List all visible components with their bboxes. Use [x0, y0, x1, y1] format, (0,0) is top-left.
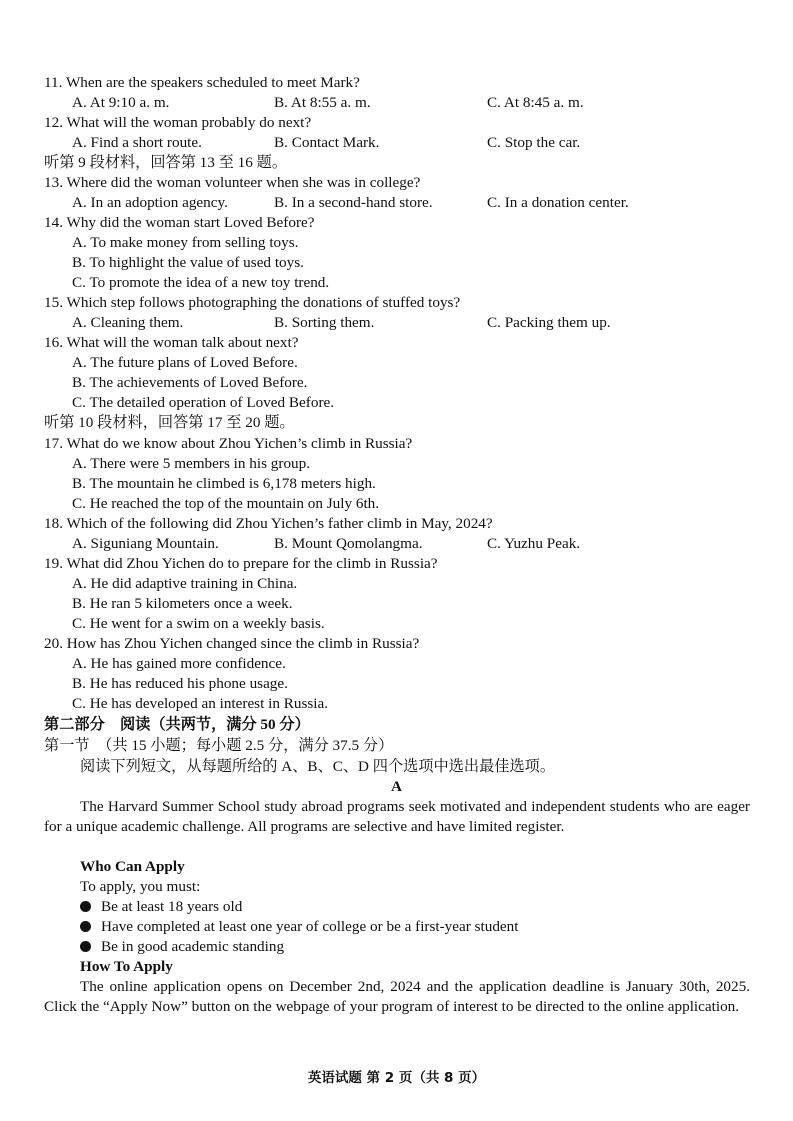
q12-option-c: C. Stop the car.	[487, 134, 581, 151]
question-17-stem: 17. What do we know about Zhou Yichen’s climb in Russia?	[44, 435, 413, 452]
how-to-apply-heading: How To Apply	[80, 958, 173, 975]
q19-option-c: C. He went for a swim on a weekly basis.	[72, 615, 325, 632]
q18-option-b: B. Mount Qomolangma.	[274, 535, 423, 552]
part2-section1: 第一节 （共 15 小题；每小题 2.5 分，满分 37.5 分）	[44, 737, 394, 754]
q13-option-b: B. In a second-hand store.	[274, 194, 433, 211]
question-12-stem: 12. What will the woman probably do next?	[44, 114, 312, 131]
q13-option-a: A. In an adoption agency.	[72, 194, 228, 211]
question-19-stem: 19. What did Zhou Yichen do to prepare for the climb in Russia?	[44, 555, 438, 572]
q15-option-c: C. Packing them up.	[487, 314, 611, 331]
q17-option-a: A. There were 5 members in his group.	[72, 455, 311, 472]
q12-option-b: B. Contact Mark.	[274, 134, 380, 151]
q20-option-c: C. He has developed an interest in Russia.	[72, 695, 329, 712]
q18-option-c: C. Yuzhu Peak.	[487, 535, 581, 552]
q17-option-b: B. The mountain he climbed is 6,178 meters high.	[72, 475, 376, 492]
who-can-apply-heading: Who Can Apply	[80, 858, 185, 875]
q14-option-c: C. To promote the idea of a new toy trend.	[72, 274, 330, 291]
requirement-item: Be at least 18 years old	[80, 897, 242, 917]
q12-option-a: A. Find a short route.	[72, 134, 202, 151]
requirement-item: Be in good academic standing	[80, 937, 284, 957]
q14-option-a: A. To make money from selling toys.	[72, 234, 299, 251]
bullet-dot-icon	[80, 921, 91, 932]
passage-intro: The Harvard Summer School study abroad programs seek motivated and independent students who are eager for a unique academic challenge. All programs are selective and have limited register.	[44, 798, 750, 835]
q16-option-a: A. The future plans of Loved Before.	[72, 354, 298, 371]
q15-option-b: B. Sorting them.	[274, 314, 375, 331]
question-18-stem: 18. Which of the following did Zhou Yichen’s father climb in May, 2024?	[44, 515, 493, 532]
q19-option-a: A. He did adaptive training in China.	[72, 575, 298, 592]
part2-instruction: 阅读下列短文，从每题所给的 A、B、C、D 四个选项中选出最佳选项。	[80, 758, 556, 775]
requirement-item: Have completed at least one year of college or be a first-year student	[80, 917, 518, 937]
question-14-stem: 14. Why did the woman start Loved Before?	[44, 214, 315, 231]
part2-title: 第二部分 阅读（共两节，满分 50 分）	[44, 716, 310, 733]
how-to-apply-text: The online application opens on December 2nd, 2024 and the application deadline is January 30th, 2025. Click the “Apply Now” button on the webpage of your program of interest to be directed to the online application.	[44, 978, 750, 1015]
q15-option-a: A. Cleaning them.	[72, 314, 184, 331]
q11-option-a: A. At 9:10 a. m.	[72, 94, 170, 111]
q16-option-b: B. The achievements of Loved Before.	[72, 374, 308, 391]
q16-option-c: C. The detailed operation of Loved Before.	[72, 394, 335, 411]
material-10-instruction: 听第 10 段材料，回答第 17 至 20 题。	[44, 414, 295, 431]
passage-letter: A	[391, 778, 402, 795]
question-16-stem: 16. What will the woman talk about next?	[44, 334, 299, 351]
q19-option-b: B. He ran 5 kilometers once a week.	[72, 595, 293, 612]
q13-option-c: C. In a donation center.	[487, 194, 629, 211]
q20-option-b: B. He has reduced his phone usage.	[72, 675, 288, 692]
question-11-stem: 11. When are the speakers scheduled to meet Mark?	[44, 74, 360, 91]
question-15-stem: 15. Which step follows photographing the donations of stuffed toys?	[44, 294, 461, 311]
q11-option-c: C. At 8:45 a. m.	[487, 94, 584, 111]
page-footer: 英语试题 第 2 页（共 8 页）	[307, 1070, 486, 1086]
q17-option-c: C. He reached the top of the mountain on July 6th.	[72, 495, 380, 512]
q20-option-a: A. He has gained more confidence.	[72, 655, 286, 672]
question-20-stem: 20. How has Zhou Yichen changed since the climb in Russia?	[44, 635, 420, 652]
to-apply-text: To apply, you must:	[80, 878, 201, 895]
bullet-dot-icon	[80, 941, 91, 952]
material-9-instruction: 听第 9 段材料，回答第 13 至 16 题。	[44, 154, 287, 171]
q11-option-b: B. At 8:55 a. m.	[274, 94, 371, 111]
bullet-dot-icon	[80, 901, 91, 912]
q18-option-a: A. Siguniang Mountain.	[72, 535, 219, 552]
question-13-stem: 13. Where did the woman volunteer when she was in college?	[44, 174, 421, 191]
q14-option-b: B. To highlight the value of used toys.	[72, 254, 304, 271]
